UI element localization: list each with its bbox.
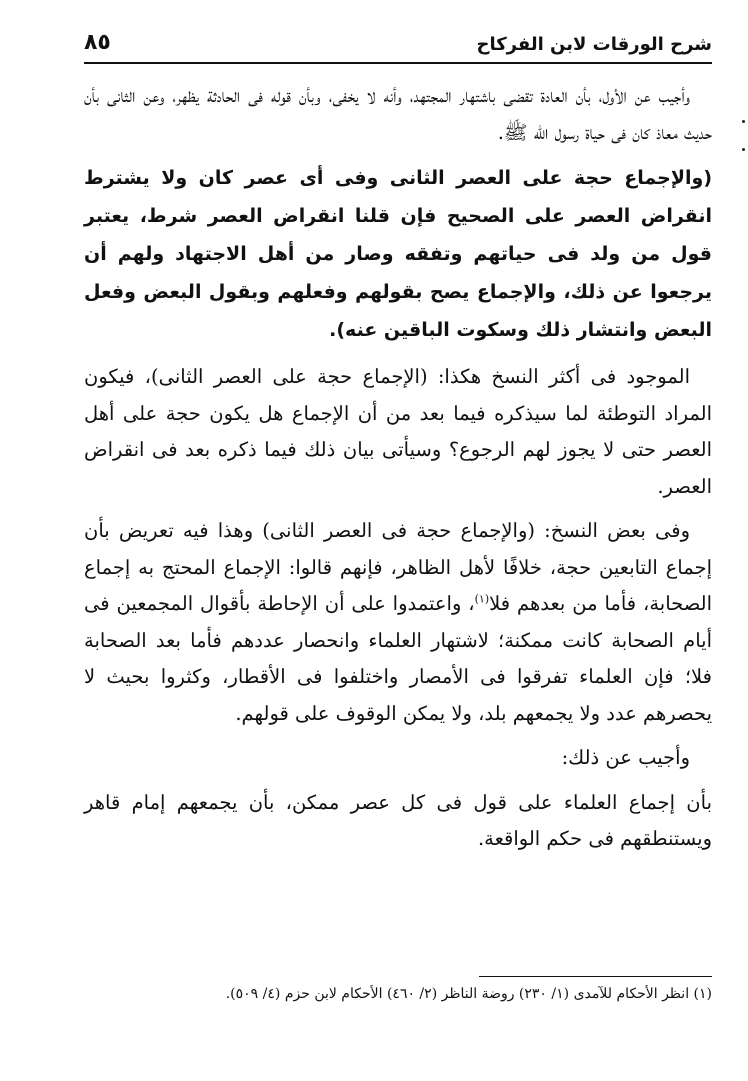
paragraph-reply-text: بأن إجماع العلماء على قول فى كل عصر ممكن، بأن يجمعهم إمام قاهر ويستنطقهم فى حكم الواقعة.: [84, 790, 712, 850]
margin-speck: [742, 148, 745, 151]
paragraph-reply-first: وأجيب عن الأول، بأن العادة تقضى باشتهار المجتهد، وأنه لا يخفى، وبأن قوله فى الحادثة يظهر، وعن الثانى بأن حديث معاذ كان فى حياة رسول الله ﷺ.: [84, 84, 712, 144]
paragraph-text-continued: ، واعتمدوا على أن الإحاطة بأقوال المجمعين فى أيام الصحابة كانت ممكنة؛ لاشتهار العلماء وانحصار عددهم فأما بعد الصحابة فلا؛ فإن العلماء تفرقوا فى الأمصار واختلفوا فى الأقطار، وكثروا بحيث لا يحصرهم عدد ولا يجمعهم بلد، ولا يمكن الوقوف على قولهم.: [84, 592, 712, 725]
paragraph-copies: الموجود فى أكثر النسخ هكذا: (الإجماع حجة على العصر الثانى)، فيكون المراد التوطئة لما سيذكره فيما بعد من أن الإجماع هل يكون حجة على أهل العصر حتى لا يجوز لهم الرجوع؟ وسيأتى بيان ذلك فيما ذكره بعد فى انقراض العصر.: [84, 365, 712, 498]
running-title: شرح الورقات لابن الفركاح: [476, 34, 712, 55]
matn-paragraph: (والإجماع حجة على العصر الثانى وفى أى عصر كان ولا يشترط انقراض العصر على الصحيح فإن قلنا انقراض العصر شرط، يعتبر قول من ولد فى حياتهم وتفقه وصار من أهل الاجتهاد ولهم أن يرجعوا عن ذلك، والإجماع يصح بقولهم وفعلهم وبقول البعض وفعل البعض وانتشار ذلك وسكوت الباقين عنه).: [84, 167, 712, 341]
page-body: [84, 78, 712, 866]
paragraph-other-copies: [84, 513, 712, 732]
paragraph-text: وفى بعض النسخ: (والإجماع حجة فى العصر الثانى) وهذا فيه تعريض بأن إجماع التابعين حجة، خلافًا لأهل الظاهر، فإنهم قالوا: الإجماع المحتج به إجماع الصحابة، فأما من بعدهم فلا: [84, 519, 712, 615]
footnote-marker[interactable]: (١): [474, 592, 490, 606]
footnote-separator: [479, 976, 712, 977]
page-number: ٨٥: [84, 30, 111, 55]
margin-speck: [742, 120, 745, 123]
paragraph-reply-heading: وأجيب عن ذلك:: [561, 746, 690, 769]
page-header: [84, 30, 712, 64]
footnote: (١) انظر الأحكام للآمدى (١/ ٢٣٠) روضة الناظر (٢/ ٤٦٠) الأحكام لابن حزم (٤/ ٥٠٩).: [225, 986, 712, 1002]
